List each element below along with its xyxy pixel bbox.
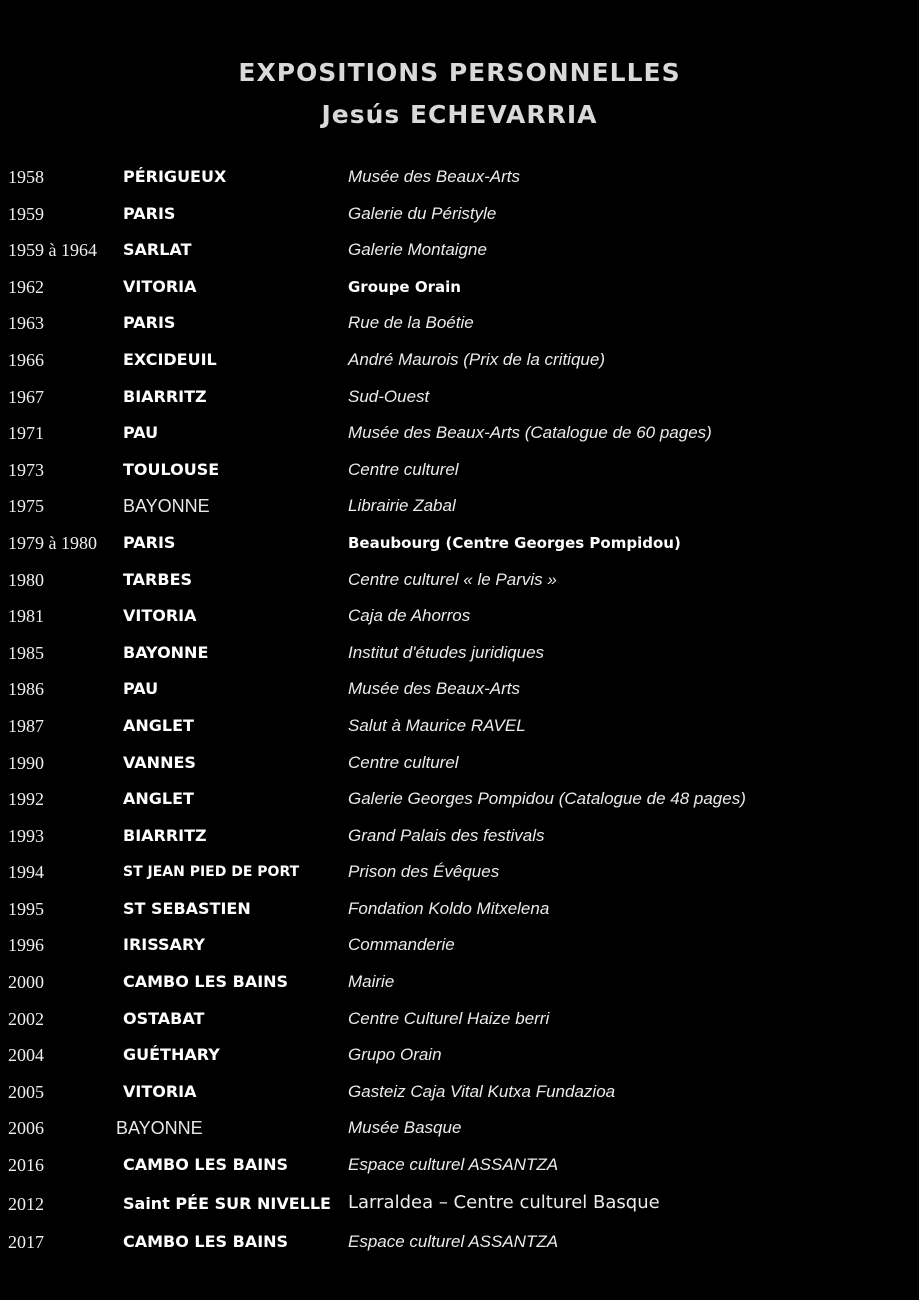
exhibition-city: SARLAT (123, 240, 192, 260)
exhibition-year: 2016 (8, 1155, 44, 1176)
list-item (0, 1146, 919, 1183)
exhibition-city: ANGLET (123, 715, 194, 735)
list-item (0, 304, 919, 341)
exhibition-venue: Caja de Ahorros (348, 606, 471, 626)
exhibition-venue: Librairie Zabal (348, 496, 456, 516)
exhibition-venue: Centre culturel « le Parvis » (348, 569, 557, 589)
list-item (0, 268, 919, 305)
exhibition-year: 1975 (8, 496, 44, 517)
exhibition-venue: Centre culturel (348, 459, 459, 479)
exhibition-year: 1995 (8, 898, 44, 919)
exhibition-year: 1985 (8, 642, 44, 663)
exhibition-venue: Musée des Beaux-Arts (348, 679, 520, 699)
exhibition-year: 1996 (8, 935, 44, 956)
exhibition-venue: Salut à Maurice RAVEL (348, 715, 526, 735)
list-item (0, 634, 919, 671)
exhibition-year: 2012 (8, 1193, 44, 1214)
list-item (0, 853, 919, 890)
exhibition-city: PAU (123, 423, 159, 443)
exhibition-city: CAMBO LES BAINS (123, 1155, 289, 1175)
exhibition-year: 1966 (8, 349, 44, 370)
list-item (0, 414, 919, 451)
exhibition-venue: Espace culturel ASSANTZA (348, 1231, 559, 1251)
exhibition-year: 1959 à 1964 (8, 240, 97, 261)
list-item (0, 1036, 919, 1073)
list-item (0, 780, 919, 817)
exhibition-city: PAU (123, 679, 159, 699)
list-item (0, 670, 919, 707)
exhibition-venue: Rue de la Boétie (348, 313, 474, 333)
exhibition-venue: Espace culturel ASSANTZA (348, 1155, 559, 1175)
exhibition-city: VANNES (123, 752, 196, 772)
exhibition-venue: Centre culturel (348, 752, 459, 772)
exhibition-city: PARIS (123, 532, 176, 552)
list-item (0, 963, 919, 1000)
exhibition-year: 1981 (8, 606, 44, 627)
exhibition-venue: Galerie Montaigne (348, 240, 487, 260)
exhibition-year: 1987 (8, 715, 44, 736)
exhibition-city: BAYONNE (116, 1118, 203, 1139)
exhibition-city: OSTABAT (123, 1008, 205, 1028)
exhibition-venue: Beaubourg (Centre Georges Pompidou) (348, 533, 681, 552)
exhibition-year: 2005 (8, 1081, 44, 1102)
page-title: EXPOSITIONS PERSONNELLES (238, 58, 681, 87)
exhibition-venue: Galerie Georges Pompidou (Catalogue de 48 pages) (348, 789, 746, 809)
list-item (0, 1109, 919, 1146)
exhibition-year: 1994 (8, 862, 44, 883)
list-item (0, 158, 919, 195)
exhibition-year: 1990 (8, 752, 44, 773)
list-item (0, 451, 919, 488)
exhibition-venue: Fondation Koldo Mitxelena (348, 898, 550, 918)
exhibition-city: PÉRIGUEUX (123, 167, 227, 186)
list-item (0, 1000, 919, 1037)
exhibition-city: BIARRITZ (123, 825, 207, 845)
artist-name: Jesús ECHEVARRIA (321, 100, 598, 129)
exhibition-year: 1992 (8, 789, 44, 810)
exhibition-venue: Musée des Beaux-Arts (348, 167, 520, 186)
list-item (0, 707, 919, 744)
exhibition-city: EXCIDEUIL (123, 349, 217, 369)
exhibition-venue: Galerie du Péristyle (348, 203, 497, 223)
list-item (0, 1183, 919, 1223)
list-item (0, 487, 919, 524)
exhibition-venue: Sud-Ouest (348, 386, 430, 406)
exhibition-city: BIARRITZ (123, 386, 207, 406)
exhibition-year: 1971 (8, 423, 44, 444)
exhibition-city: ST JEAN PIED DE PORT (123, 864, 300, 881)
exhibition-city: VITORIA (123, 276, 197, 296)
list-item (0, 597, 919, 634)
exhibition-city: CAMBO LES BAINS (123, 1231, 289, 1251)
exhibition-year: 2006 (8, 1118, 44, 1139)
exhibition-year: 2000 (8, 972, 44, 993)
exhibition-city: IRISSARY (123, 935, 205, 955)
list-item (0, 561, 919, 598)
exhibition-city: BAYONNE (123, 642, 209, 662)
exhibition-year: 1959 (8, 203, 44, 224)
list-item (0, 341, 919, 378)
list-item (0, 744, 919, 781)
exhibition-year: 1993 (8, 825, 44, 846)
exhibition-year: 1967 (8, 386, 44, 407)
exhibition-year: 1979 à 1980 (8, 532, 97, 553)
list-item (0, 378, 919, 415)
exhibition-city: Saint PÉE SUR NIVELLE (123, 1193, 331, 1213)
exhibition-city: BAYONNE (123, 496, 210, 517)
exhibition-venue: André Maurois (Prix de la critique) (348, 349, 605, 369)
exhibition-year: 2017 (8, 1231, 44, 1252)
exhibition-venue: Groupe Orain (348, 277, 461, 296)
list-item (0, 1223, 919, 1260)
exhibition-city: TOULOUSE (123, 459, 220, 479)
exhibition-year: 2004 (8, 1045, 44, 1066)
list-item (0, 817, 919, 854)
exhibition-venue: Gasteiz Caja Vital Kutxa Fundazioa (348, 1081, 616, 1101)
exhibition-year: 1986 (8, 679, 44, 700)
exhibition-venue: Musée Basque (348, 1118, 462, 1138)
exhibition-city: ANGLET (123, 789, 194, 809)
exhibition-year: 2002 (8, 1008, 44, 1029)
exhibition-city: VITORIA (123, 1081, 197, 1101)
exhibition-venue: Musée des Beaux-Arts (Catalogue de 60 pages) (348, 423, 712, 443)
exhibition-venue: Larraldea – Centre culturel Basque (348, 1191, 660, 1213)
exhibition-year: 1958 (8, 167, 44, 187)
exhibition-year: 1962 (8, 276, 44, 297)
exhibition-year: 1980 (8, 569, 44, 590)
exhibition-list (0, 158, 919, 1259)
exhibition-city: CAMBO LES BAINS (123, 972, 289, 992)
exhibition-year: 1963 (8, 313, 44, 334)
exhibition-venue: Grupo Orain (348, 1045, 442, 1065)
exhibition-year: 1973 (8, 459, 44, 480)
exhibition-venue: Institut d'études juridiques (348, 642, 545, 662)
list-item (0, 524, 919, 561)
list-item (0, 195, 919, 232)
exhibition-venue: Centre Culturel Haize berri (348, 1008, 550, 1028)
exhibition-city: TARBES (123, 569, 193, 589)
list-item (0, 1073, 919, 1110)
list-item (0, 890, 919, 927)
exhibition-city: VITORIA (123, 606, 197, 626)
exhibition-city: PARIS (123, 313, 176, 333)
exhibition-city: PARIS (123, 203, 176, 223)
exhibition-venue: Grand Palais des festivals (348, 825, 545, 845)
list-item (0, 231, 919, 268)
exhibition-city: GUÉTHARY (123, 1045, 220, 1065)
exhibition-venue: Commanderie (348, 935, 455, 955)
list-item (0, 926, 919, 963)
exhibition-city: ST SEBASTIEN (123, 898, 251, 918)
exhibition-venue: Prison des Évêques (348, 862, 500, 882)
exhibition-venue: Mairie (348, 972, 395, 992)
